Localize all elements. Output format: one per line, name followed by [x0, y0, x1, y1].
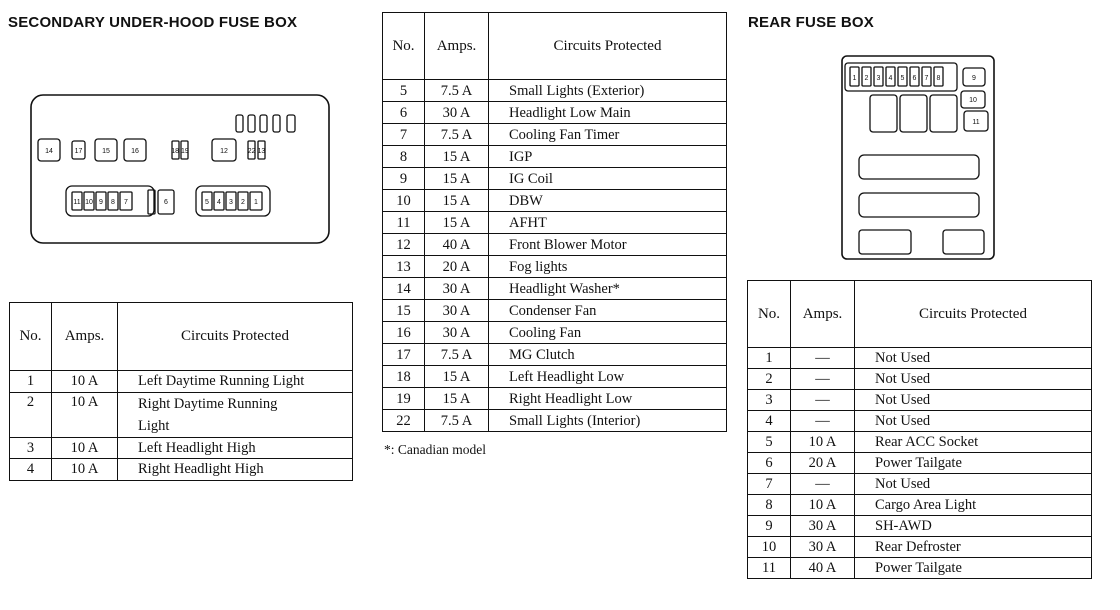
fuse-label-17: 17 — [74, 148, 83, 155]
fuse-circuit: Small Lights (Interior) — [489, 410, 727, 432]
table-row — [748, 390, 1092, 411]
table-row — [383, 366, 727, 388]
fuse-no: 16 — [383, 322, 425, 344]
fuse-amps: 10 A — [52, 459, 118, 481]
col-header-amps: Amps. — [52, 303, 118, 371]
footnote: *: Canadian model — [384, 442, 486, 457]
fuse-no: 10 — [748, 537, 791, 558]
fuse-no: 2 — [10, 392, 52, 437]
fuse-amps: 15 A — [425, 388, 489, 410]
fuse-amps: 30 A — [425, 322, 489, 344]
table-row — [383, 344, 727, 366]
fuse-amps: 7.5 A — [425, 124, 489, 146]
fuse-amps: 7.5 A — [425, 410, 489, 432]
col-header-no: No. — [748, 281, 791, 348]
fuse-label-12: 12 — [220, 148, 228, 155]
table-row — [748, 558, 1092, 579]
fuse-amps: 20 A — [791, 453, 855, 474]
rear-fuse-label-2: 2 — [864, 75, 869, 82]
fuse-label-5: 5 — [205, 199, 209, 206]
rear-fuse-box-title: REAR FUSE BOX — [748, 14, 874, 31]
fuse-no: 15 — [383, 300, 425, 322]
rear-fuse-label-3: 3 — [876, 75, 881, 82]
fuse-circuit: Headlight Washer* — [489, 278, 727, 300]
fuse-amps: 15 A — [425, 212, 489, 234]
rear-fuse-table — [747, 280, 1092, 579]
fuse-amps: 30 A — [425, 102, 489, 124]
col-header-amps: Amps. — [425, 13, 489, 80]
fuse-amps: 15 A — [425, 366, 489, 388]
fuse-amps: — — [791, 390, 855, 411]
table-row — [383, 212, 727, 234]
fuse-label-16: 16 — [131, 148, 139, 155]
rear-fuse-box-diagram — [842, 56, 994, 259]
fuse-label-6: 6 — [164, 199, 168, 206]
table-row — [748, 516, 1092, 537]
fuse-label-15: 15 — [102, 148, 110, 155]
fuse-circuit: Power Tailgate — [855, 558, 1092, 579]
secondary-fuse-table — [9, 302, 353, 481]
fuse-circuit: Front Blower Motor — [489, 234, 727, 256]
fuse-no: 14 — [383, 278, 425, 300]
fuse-no: 3 — [748, 390, 791, 411]
table-row — [748, 474, 1092, 495]
fuse-no: 7 — [748, 474, 791, 495]
fuse-no: 4 — [748, 411, 791, 432]
fuse-no: 6 — [748, 453, 791, 474]
fuse-circuit: IGP — [489, 146, 727, 168]
rear-fuse-label-9: 9 — [972, 75, 976, 82]
fuse-no: 11 — [383, 212, 425, 234]
fuse-circuit: Rear Defroster — [855, 537, 1092, 558]
table-row — [10, 392, 353, 437]
fuse-amps: 7.5 A — [425, 80, 489, 102]
fuse-amps: — — [791, 348, 855, 369]
fuse-label-3: 3 — [229, 199, 233, 206]
table-row — [383, 124, 727, 146]
fuse-circuit: Right Headlight High — [118, 459, 353, 481]
fuse-amps: 10 A — [791, 495, 855, 516]
fuse-amps: 10 A — [52, 392, 118, 437]
rear-fuse-label-11: 11 — [972, 119, 980, 126]
table-row — [383, 146, 727, 168]
fuse-no: 22 — [383, 410, 425, 432]
fuse-amps: — — [791, 474, 855, 495]
fuse-amps: — — [791, 369, 855, 390]
fuse-no: 11 — [748, 558, 791, 579]
table-row — [383, 322, 727, 344]
fuse-no: 9 — [748, 516, 791, 537]
fuse-amps: 15 A — [425, 168, 489, 190]
col-header-amps: Amps. — [791, 281, 855, 348]
table-row — [748, 495, 1092, 516]
col-header-circuits: Circuits Protected — [118, 303, 353, 371]
fuse-no: 1 — [748, 348, 791, 369]
fuse-circuit: IG Coil — [489, 168, 727, 190]
fuse-label-7: 7 — [124, 199, 128, 206]
fuse-circuit: Power Tailgate — [855, 453, 1092, 474]
col-header-circuits: Circuits Protected — [489, 13, 727, 80]
fuse-circuit — [118, 392, 353, 437]
fuse-amps: 40 A — [791, 558, 855, 579]
fuse-circuit: SH-AWD — [855, 516, 1092, 537]
table-row — [383, 278, 727, 300]
fuse-circuit: Left Headlight Low — [489, 366, 727, 388]
fuse-amps: — — [791, 411, 855, 432]
fuse-label-4: 4 — [217, 199, 221, 206]
fuse-circuit: Left Headlight High — [118, 437, 353, 459]
fuse-amps: 40 A — [425, 234, 489, 256]
table-row — [748, 453, 1092, 474]
fuse-circuit: DBW — [489, 190, 727, 212]
rear-fuse-label-5: 5 — [900, 75, 905, 82]
table-row — [383, 80, 727, 102]
table-row — [383, 190, 727, 212]
fuse-label-22-13: 22 13 — [247, 148, 266, 155]
table-row — [748, 537, 1092, 558]
fuse-no: 3 — [10, 437, 52, 459]
fuse-amps: 10 A — [52, 437, 118, 459]
fuse-label-10: 10 — [85, 199, 93, 206]
col-header-no: No. — [10, 303, 52, 371]
fuse-circuit: Cooling Fan — [489, 322, 727, 344]
fuse-circuit: Not Used — [855, 474, 1092, 495]
fuse-no: 5 — [748, 432, 791, 453]
fuse-no: 18 — [383, 366, 425, 388]
table-row — [383, 410, 727, 432]
fuse-circuit-line2: Light — [138, 417, 170, 434]
fuse-no: 8 — [383, 146, 425, 168]
fuse-label-18-19: 18 19 — [171, 148, 189, 155]
secondary-fuse-box-title: SECONDARY UNDER-HOOD FUSE BOX — [8, 14, 298, 31]
table-row — [10, 459, 353, 481]
col-header-circuits: Circuits Protected — [855, 281, 1092, 348]
fuse-amps: 30 A — [425, 278, 489, 300]
table-row — [383, 256, 727, 278]
table-row — [383, 168, 727, 190]
fuse-no: 1 — [10, 371, 52, 393]
fuse-circuit: Right Headlight Low — [489, 388, 727, 410]
table-row — [383, 102, 727, 124]
table-row — [383, 300, 727, 322]
fuse-circuit: Left Daytime Running Light — [118, 371, 353, 393]
fuse-circuit: Fog lights — [489, 256, 727, 278]
fuse-amps: 30 A — [425, 300, 489, 322]
rear-fuse-label-8: 8 — [936, 75, 941, 82]
fuse-no: 7 — [383, 124, 425, 146]
fuse-circuit: Not Used — [855, 411, 1092, 432]
table-row — [383, 234, 727, 256]
fuse-circuit: Cargo Area Light — [855, 495, 1092, 516]
fuse-no: 2 — [748, 369, 791, 390]
fuse-amps: 20 A — [425, 256, 489, 278]
fuse-label-11: 11 — [73, 199, 81, 206]
fuse-amps: 10 A — [52, 371, 118, 393]
fuse-circuit: AFHT — [489, 212, 727, 234]
fuse-circuit-line1: Right Daytime Running — [138, 395, 278, 412]
fuse-circuit: MG Clutch — [489, 344, 727, 366]
fuse-amps: 7.5 A — [425, 344, 489, 366]
table-row — [748, 348, 1092, 369]
fuse-circuit: Not Used — [855, 348, 1092, 369]
fuse-no: 10 — [383, 190, 425, 212]
table-row — [748, 432, 1092, 453]
rear-fuse-label-4: 4 — [888, 75, 893, 82]
fuse-amps: 10 A — [791, 432, 855, 453]
fuse-no: 12 — [383, 234, 425, 256]
rear-fuse-label-7: 7 — [924, 75, 929, 82]
fuse-circuit: Headlight Low Main — [489, 102, 727, 124]
rear-fuse-label-10: 10 — [969, 97, 977, 104]
table-row — [748, 369, 1092, 390]
fuse-amps: 15 A — [425, 190, 489, 212]
fuse-no: 13 — [383, 256, 425, 278]
table-row — [10, 437, 353, 459]
fuse-no: 9 — [383, 168, 425, 190]
col-header-no: No. — [383, 13, 425, 80]
fuse-circuit: Condenser Fan — [489, 300, 727, 322]
table-row — [383, 388, 727, 410]
table-row — [748, 411, 1092, 432]
fuse-amps: 15 A — [425, 146, 489, 168]
fuse-label-9: 9 — [99, 199, 103, 206]
fuse-label-2: 2 — [241, 199, 245, 206]
rear-fuse-label-1: 1 — [852, 75, 857, 82]
fuse-amps: 30 A — [791, 537, 855, 558]
fuse-circuit: Not Used — [855, 369, 1092, 390]
fuse-label-8: 8 — [111, 199, 115, 206]
fuse-label-14: 14 — [45, 148, 53, 155]
fuse-label-1: 1 — [254, 199, 258, 206]
fuse-no: 8 — [748, 495, 791, 516]
fuse-no: 6 — [383, 102, 425, 124]
fuse-no: 17 — [383, 344, 425, 366]
secondary-fuse-box-diagram — [31, 95, 329, 243]
main-fuse-table — [382, 12, 727, 432]
fuse-no: 19 — [383, 388, 425, 410]
fuse-amps: 30 A — [791, 516, 855, 537]
fuse-circuit: Not Used — [855, 390, 1092, 411]
fuse-circuit: Small Lights (Exterior) — [489, 80, 727, 102]
fuse-circuit: Cooling Fan Timer — [489, 124, 727, 146]
fuse-no: 4 — [10, 459, 52, 481]
fuse-circuit: Rear ACC Socket — [855, 432, 1092, 453]
table-row — [10, 371, 353, 393]
fuse-no: 5 — [383, 80, 425, 102]
rear-fuse-label-6: 6 — [912, 75, 917, 82]
